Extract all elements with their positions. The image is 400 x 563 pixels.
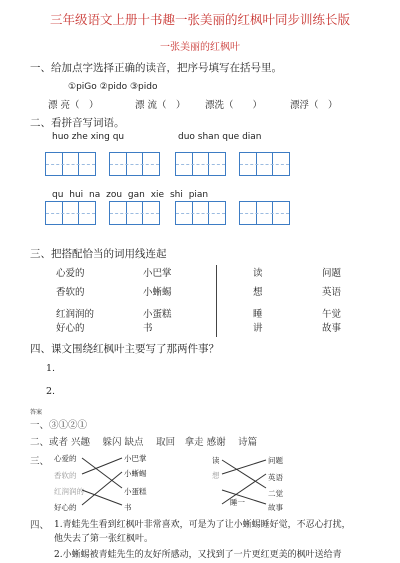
section-4-heading: 四、课文围绕红枫叶主要写了那两件事？ xyxy=(30,343,219,355)
match-noun: 英语 xyxy=(322,287,342,298)
writing-grid xyxy=(45,152,96,176)
answer-line-1-number: 1. xyxy=(46,363,56,374)
pronunciation-options: ①piGo ②pido ③pido xyxy=(68,82,158,92)
pinyin-prompt-2: duo shan que dian xyxy=(178,132,262,142)
document-title: 三年级语文上册十书趣一张美丽的红枫叶同步训练长版 xyxy=(49,12,350,27)
match-verb: 睡 xyxy=(253,309,263,320)
writing-grid xyxy=(109,152,160,176)
section-2-heading: 二、看拼音写词语。 xyxy=(30,117,125,129)
match-right-word: 书 xyxy=(143,323,153,334)
blank-item-4: 漂浮（ ） xyxy=(290,100,338,111)
answer-connector-lines xyxy=(80,450,130,510)
answer-match-mid: 小蛋糕 xyxy=(124,487,147,496)
answer-match-left: 好心的 xyxy=(54,503,77,512)
answer-2: 二、或者 兴趣 躲闪 缺点 取回 拿走 感谢 诗篇 xyxy=(30,437,258,448)
blank-item-2: 漂 流（ ） xyxy=(135,100,186,111)
writing-grid xyxy=(239,201,290,225)
answer-match-noun: 问题 xyxy=(268,456,283,465)
writing-grid xyxy=(175,152,226,176)
lesson-subtitle: 一张美丽的红枫叶 xyxy=(160,42,240,53)
match-left-word: 红润润的 xyxy=(56,309,95,320)
answer-match-mid: 书 xyxy=(124,503,132,512)
match-right-word: 小巴掌 xyxy=(143,268,172,279)
answer-match-left: 心爱的 xyxy=(54,454,77,463)
column-divider xyxy=(216,265,217,337)
section-3-heading: 三、把搭配恰当的词用线连起 xyxy=(30,248,167,260)
writing-grid xyxy=(45,201,96,225)
answer-match-verb: 想 xyxy=(212,471,220,480)
answer-match-mid: 小蜥蜴 xyxy=(124,469,147,478)
answer-4-item-2: 2.小蜥蜴被青蛙先生的友好所感动，又找到了一片更红更美的枫叶送给青 xyxy=(54,550,342,560)
match-verb: 想 xyxy=(253,287,263,298)
answer-4-label: 四、 xyxy=(30,520,50,531)
answer-4-item-1-cont: 他失去了第一张红枫叶。 xyxy=(54,534,154,544)
writing-grid xyxy=(109,201,160,225)
answer-1: 一、③①②① xyxy=(30,420,88,431)
match-noun: 故事 xyxy=(322,323,342,334)
answer-match-noun: 二觉 xyxy=(268,489,283,498)
answer-match-left: 红润润的 xyxy=(54,487,84,496)
match-right-word: 小蛋糕 xyxy=(143,309,172,320)
match-left-word: 香软的 xyxy=(56,287,85,298)
answer-line-2-number: 2. xyxy=(46,386,56,397)
answer-match-mid: 小巴掌 xyxy=(124,454,147,463)
match-left-word: 好心的 xyxy=(56,323,85,334)
writing-grid xyxy=(239,152,290,176)
answer-key-label: 答案 xyxy=(30,409,43,416)
match-noun: 午觉 xyxy=(322,309,342,320)
answer-3-label: 三、 xyxy=(30,456,50,467)
answer-match-extra: 睡一 xyxy=(230,498,245,507)
section-1-heading: 一、给加点字选择正确的读音，把序号填写在括号里。 xyxy=(30,62,282,74)
blank-item-3: 漂洗（ ） xyxy=(205,100,263,111)
answer-match-left: 香软的 xyxy=(54,471,77,480)
answer-match-noun: 英语 xyxy=(268,473,283,482)
match-verb: 讲 xyxy=(253,323,263,334)
pinyin-prompt-1: huo zhe xing qu xyxy=(52,132,125,142)
blank-item-1: 漂 亮（ ） xyxy=(48,100,99,111)
writing-grid xyxy=(175,201,226,225)
match-verb: 读 xyxy=(253,268,263,279)
answer-match-verb: 读 xyxy=(212,456,220,465)
answer-connector-lines-2 xyxy=(220,452,270,510)
match-left-word: 心爱的 xyxy=(56,268,85,279)
pinyin-prompt-3: qu hui na zou gan xie shi pian xyxy=(52,190,209,200)
match-noun: 问题 xyxy=(322,268,342,279)
answer-match-noun: 故事 xyxy=(268,503,283,512)
answer-4-item-1: 1.青蛙先生看到红枫叶非常喜欢，可是为了让小蜥蜴睡好觉，不忍心打扰， xyxy=(54,520,351,530)
match-right-word: 小蜥蜴 xyxy=(143,287,172,298)
